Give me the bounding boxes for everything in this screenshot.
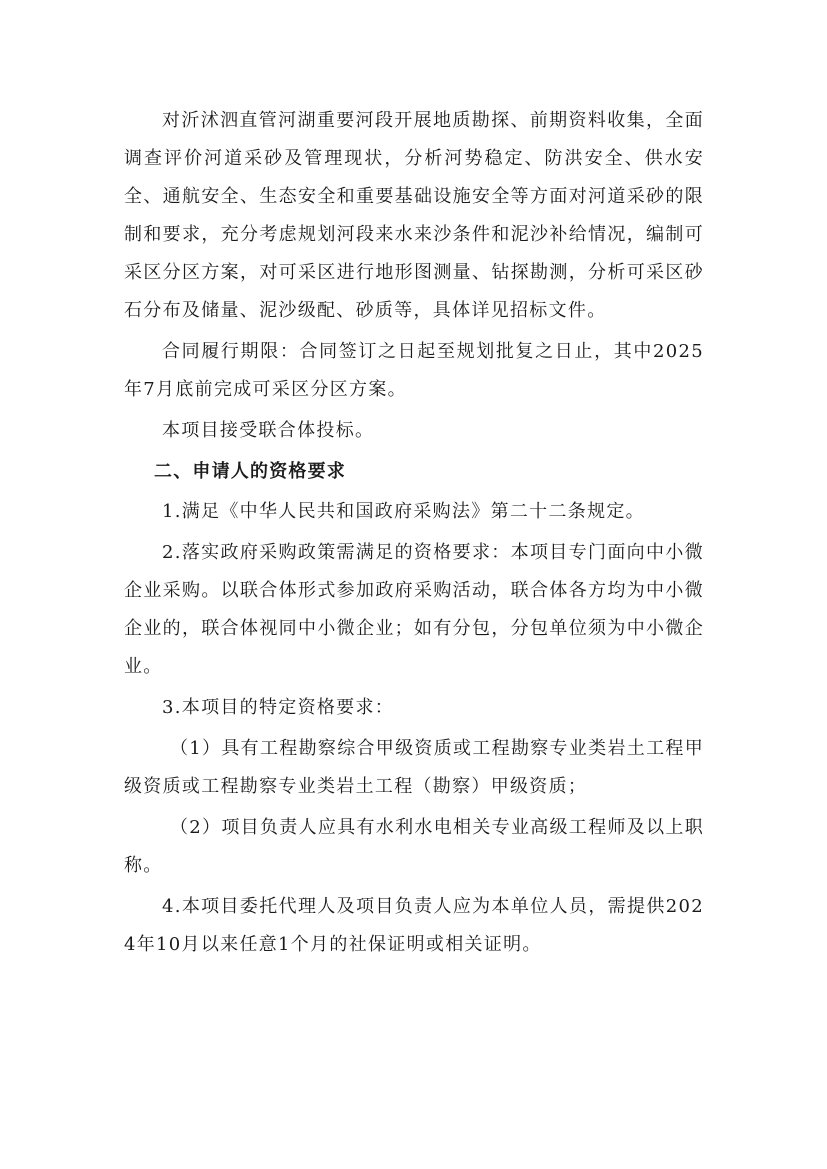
requirement-1: 1.满足《中华人民共和国政府采购法》第二十二条规定。	[162, 501, 645, 522]
requirement-4: 4.本项目委托代理人及项目负责人应为本单位人员，需提供2024年10月以来任意1个月的社保证明或相关证明。	[124, 896, 704, 955]
project-scope-paragraph: 对沂沭泗直管河湖重要河段开展地质勘探、前期资料收集，全面调查评价河道采砂及管理现状，分析河势稳定、防洪安全、供水安全、通航安全、生态安全和重要基础设施安全等方面对河道采砂的限制和要求，充分考虑规划河段来水来沙条件和泥沙补给情况，编制可采区分区方案，对可采区进行地形图测量、钻探勘测，分析可采区砂石分布及储量、泥沙级配、砂质等，具体详见招标文件。	[124, 110, 704, 321]
consortium-paragraph: 本项目接受联合体投标。	[162, 420, 375, 441]
requirement-3-item-1: （1）具有工程勘察综合甲级资质或工程勘察专业类岩土工程甲级资质或工程勘察专业类岩土工程（勘察）甲级资质；	[124, 738, 704, 797]
section-heading-qualifications: 二、申请人的资格要求	[154, 461, 346, 482]
document-page	[124, 102, 704, 964]
requirement-3: 3.本项目的特定资格要求：	[162, 697, 395, 718]
requirement-3-item-2: （2）项目负责人应具有水利水电相关专业高级工程师及以上职称。	[124, 817, 704, 876]
contract-period-paragraph: 合同履行期限：合同签订之日起至规划批复之日止，其中2025年7月底前完成可采区分区方案。	[124, 341, 704, 400]
requirement-2: 2.落实政府采购政策需满足的资格要求：本项目专门面向中小微企业采购。以联合体形式参加政府采购活动，联合体各方均为中小微企业的，联合体视同中小微企业；如有分包，分包单位须为中小微企业。	[124, 542, 704, 677]
